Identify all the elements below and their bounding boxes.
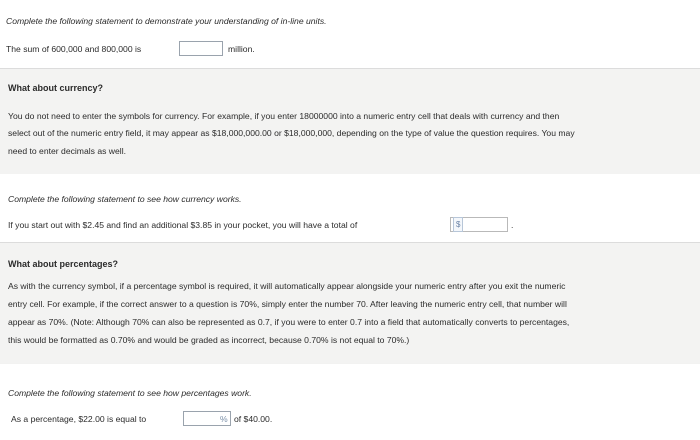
million-unit-label: million. [228, 44, 255, 54]
currency-paragraph-line-3: need to enter decimals as well. [8, 146, 126, 156]
currency-explanation-section [0, 69, 700, 174]
percentages-explanation-section [0, 243, 700, 363]
percentages-instruction: Complete the following statement to see how percentages work. [8, 388, 252, 398]
percentages-paragraph-line-2: entry cell. For example, if the correct answer to a question is 70%, simply enter the number 70. After leaving the numeric entry cell, that number will [8, 299, 567, 309]
percentages-question-section [0, 364, 700, 440]
percentages-statement-suffix: of $40.00. [234, 414, 273, 424]
percentages-paragraph-line-1: As with the currency symbol, if a percentage symbol is required, it will automatically appear alongside your numeric entry after you exit the numeric [8, 281, 566, 291]
currency-heading: What about currency? [8, 83, 104, 93]
inline-units-section [0, 0, 700, 69]
currency-answer-input[interactable] [450, 217, 508, 232]
percent-symbol-suffix: % [220, 414, 228, 424]
percentages-heading: What about percentages? [8, 259, 119, 269]
million-answer-input[interactable] [179, 41, 223, 56]
currency-statement: If you start out with $2.45 and find an additional $3.85 in your pocket, you will have a total of [8, 220, 358, 230]
currency-statement-period: . [511, 220, 514, 230]
percentages-statement: As a percentage, $22.00 is equal to [11, 414, 147, 424]
currency-paragraph-line-2: select out of the numeric entry field, it may appear as $18,000,000.00 or $18,000,000, depending on the type of value the question requires. You may [8, 128, 575, 138]
currency-paragraph-line-1: You do not need to enter the symbols for currency. For example, if you enter 18000000 into a numeric entry cell that deals with currency and then [8, 111, 560, 121]
dollar-symbol-prefix: $ [453, 217, 463, 232]
currency-question-section [0, 174, 700, 243]
currency-instruction: Complete the following statement to see how currency works. [8, 194, 242, 204]
inline-units-statement: The sum of 600,000 and 800,000 is [6, 44, 142, 54]
percentages-paragraph-line-4: this would be formatted as 0.70% and would be graded as incorrect, because 0.70% is not equal to 70%.) [8, 335, 410, 345]
percentages-paragraph-line-3: appear as 70%. (Note: Although 70% can also be represented as 0.7, if you were to enter 0.7 into a field that automatically converts to percentages, [8, 317, 570, 327]
inline-units-instruction: Complete the following statement to demonstrate your understanding of in-line units. [6, 16, 327, 26]
